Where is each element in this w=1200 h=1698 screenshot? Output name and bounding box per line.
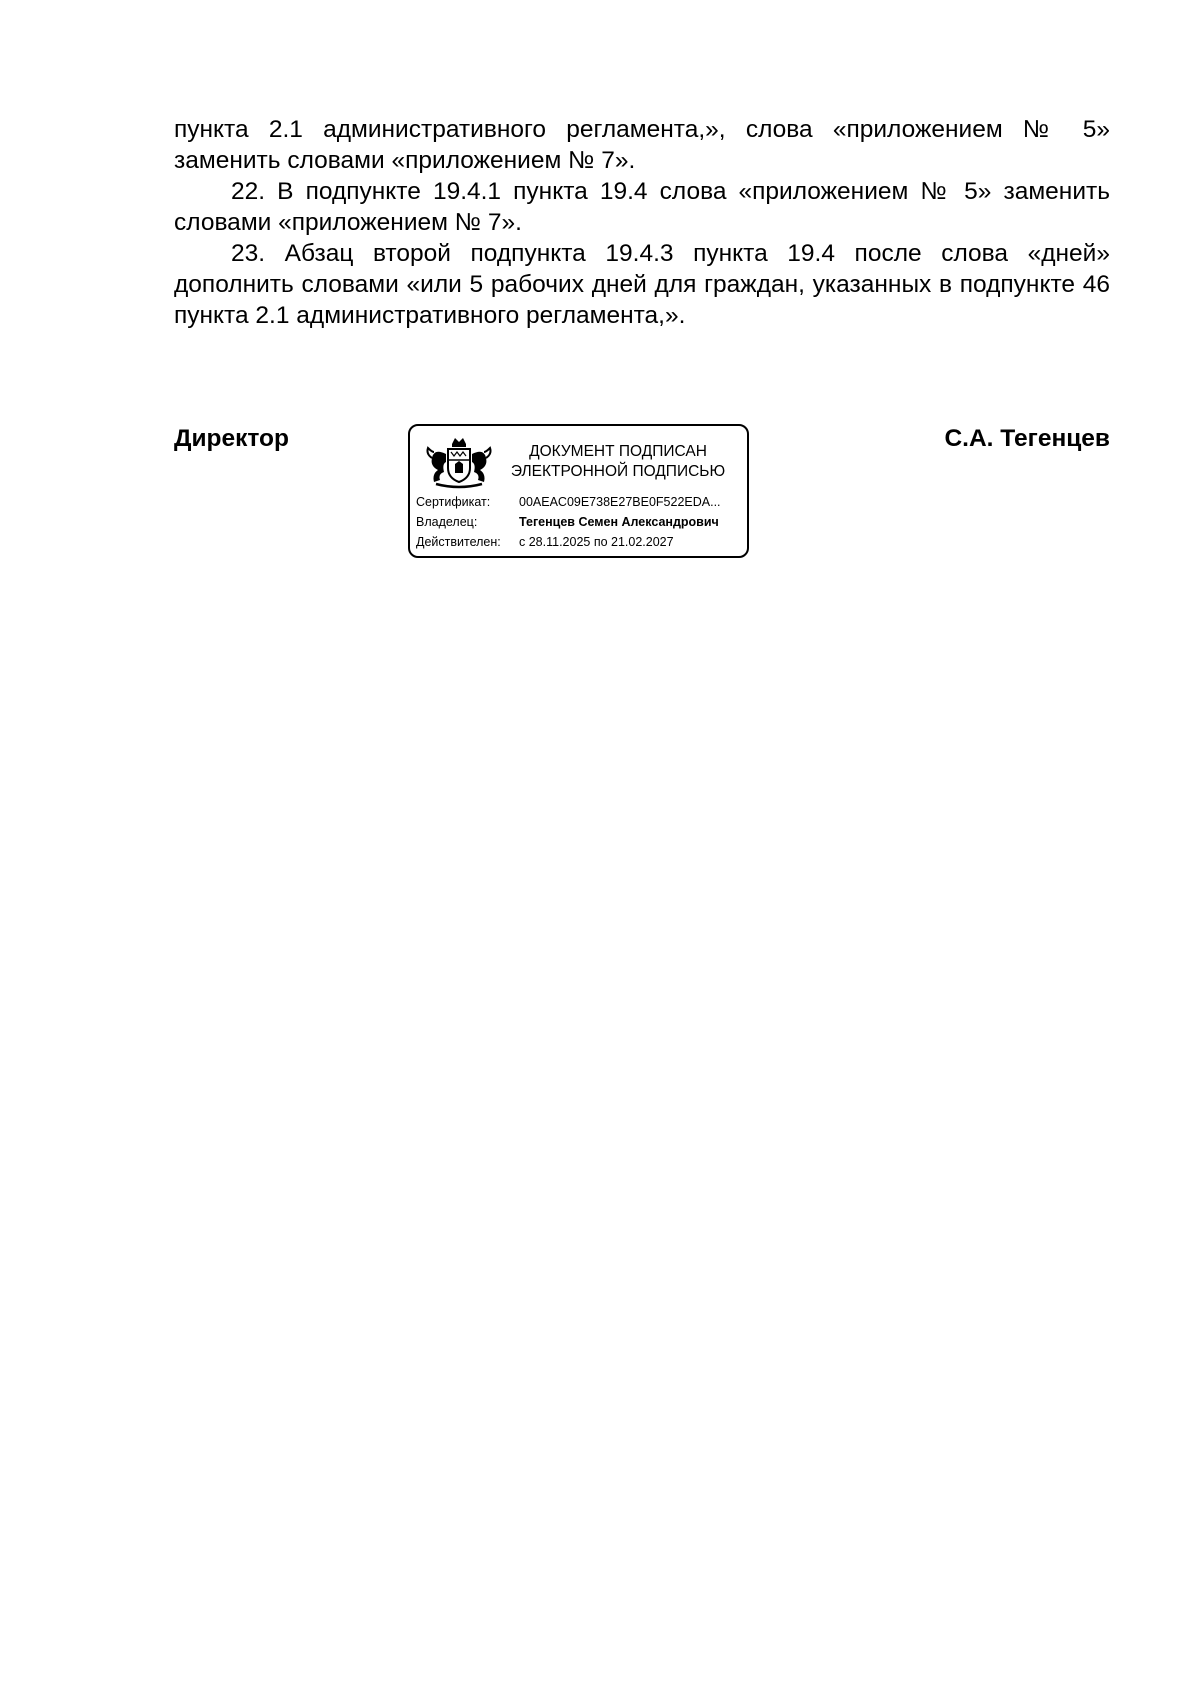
stamp-heading bbox=[500, 442, 736, 482]
paragraph-continuation: пункта 2.1 административного регламента,», слова «приложением № 5» заменить словами «приложением № 7». bbox=[174, 116, 1110, 174]
stamp-owner-row bbox=[416, 513, 719, 531]
signer-name: С.А. Тегенцев bbox=[944, 425, 1110, 452]
validity-value: с 28.11.2025 по 21.02.2027 bbox=[519, 535, 674, 549]
stamp-certificate-row bbox=[416, 493, 721, 511]
electronic-signature-stamp bbox=[408, 424, 749, 558]
signer-position: Директор bbox=[174, 425, 289, 452]
stamp-heading-line-1: ДОКУМЕНТ ПОДПИСАН bbox=[529, 443, 707, 460]
signature-block bbox=[174, 424, 1110, 564]
coat-of-arms-emblem-icon bbox=[420, 434, 498, 492]
paragraph-item-23: 23. Абзац второй подпункта 19.4.3 пункта 19.4 после слова «дней» дополнить словами «или 5 рабочих дней для граждан, указанных в подпункте 46 пункта 2.1 административного регламента,». bbox=[174, 240, 1110, 329]
stamp-validity-row bbox=[416, 533, 674, 551]
paragraph-item-22: 22. В подпункте 19.4.1 пункта 19.4 слова «приложением № 5» заменить словами «приложением № 7». bbox=[174, 178, 1110, 236]
certificate-label: Сертификат: bbox=[416, 495, 491, 509]
owner-value: Тегенцев Семен Александрович bbox=[519, 515, 719, 529]
certificate-value: 00AEAC09E738E27BE0F522EDA... bbox=[519, 495, 721, 509]
validity-label: Действителен: bbox=[416, 535, 501, 549]
document-body bbox=[174, 114, 1110, 331]
owner-label: Владелец: bbox=[416, 515, 478, 529]
stamp-heading-line-2: ЭЛЕКТРОННОЙ ПОДПИСЬЮ bbox=[510, 463, 726, 480]
